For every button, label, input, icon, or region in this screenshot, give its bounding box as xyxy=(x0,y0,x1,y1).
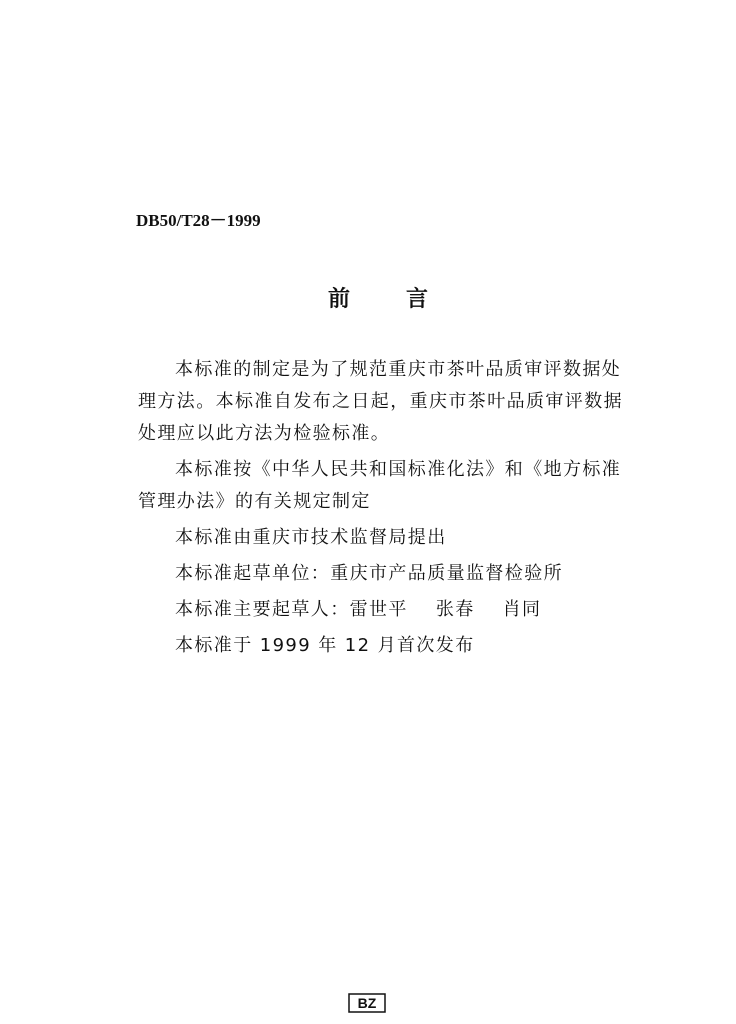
paragraph-purpose: 本标准的制定是为了规范重庆市茶叶品质审评数据处理方法。本标准自发布之日起，重庆市茶叶品质审评数据处理应以此方法为检验标准。 xyxy=(138,359,623,444)
drafter-name: 肖同 xyxy=(502,599,542,620)
bz-logo-text: BZ xyxy=(357,995,377,1011)
drafter-name: 张春 xyxy=(435,599,475,620)
line-drafters xyxy=(138,594,638,626)
title-char-2: 言 xyxy=(406,286,429,312)
line-proposer: 本标准由重庆市技术监督局提出 xyxy=(175,527,447,548)
foreword-body xyxy=(138,354,638,666)
bz-logo xyxy=(348,993,386,1013)
paragraph-basis: 本标准按《中华人民共和国标准化法》和《地方标准管理办法》的有关规定制定 xyxy=(138,459,622,512)
drafter-name: 雷世平 xyxy=(349,599,408,620)
standard-code: DB50/T28－1999 xyxy=(136,211,261,230)
line-release-date: 本标准于 1999 年 12 月首次发布 xyxy=(175,635,475,656)
line-drafting-unit: 本标准起草单位：重庆市产品质量监督检验所 xyxy=(175,563,563,584)
drafters-label: 本标准主要起草人： xyxy=(175,599,350,620)
title-char-1: 前 xyxy=(327,286,350,312)
foreword-title xyxy=(0,282,736,313)
